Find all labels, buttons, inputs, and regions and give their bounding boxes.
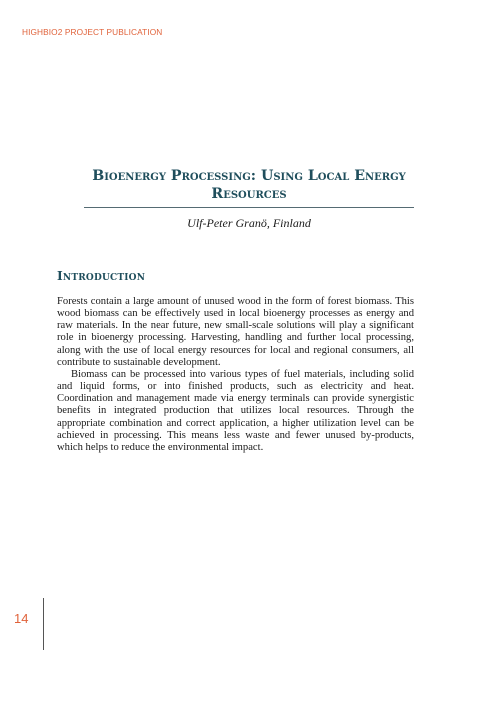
- article-author: Ulf-Peter Granö, Finland: [187, 216, 311, 230]
- body-text: [57, 296, 414, 454]
- paragraph: Forests contain a large amount of unused wood in the form of forest biomass. This wood biomass can be effectively used in local bioenergy processes as energy and raw materials. In the near future, new small-scale solutions will play a significant role in bioenergy processing. Harvesting, handling and further local processing, along with the use of local energy resources for local and regional consumers, all contribute to sustainable development.: [57, 296, 414, 368]
- page-number-divider: [43, 598, 44, 650]
- publication-label: HIGHBIO2 PROJECT PUBLICATION: [22, 27, 163, 37]
- paragraph: Biomass can be processed into various types of fuel materials, including solid and liquid forms, or into finished products, such as electricity and heat. Coordination and management made via energy terminals can provide synergistic benefits in integrated production that utilizes local resources. Through the appropriate combination and correct application, a higher utilization level can be achieved in processing. This means less waste and fewer unused by-products, which helps to reduce the environmental impact.: [57, 368, 414, 453]
- title-divider: [84, 207, 414, 208]
- page-number: 14: [14, 611, 29, 626]
- section-heading: Introduction: [57, 269, 146, 283]
- article-title: Bioenergy Processing: Using Local Energy Resources: [92, 168, 406, 202]
